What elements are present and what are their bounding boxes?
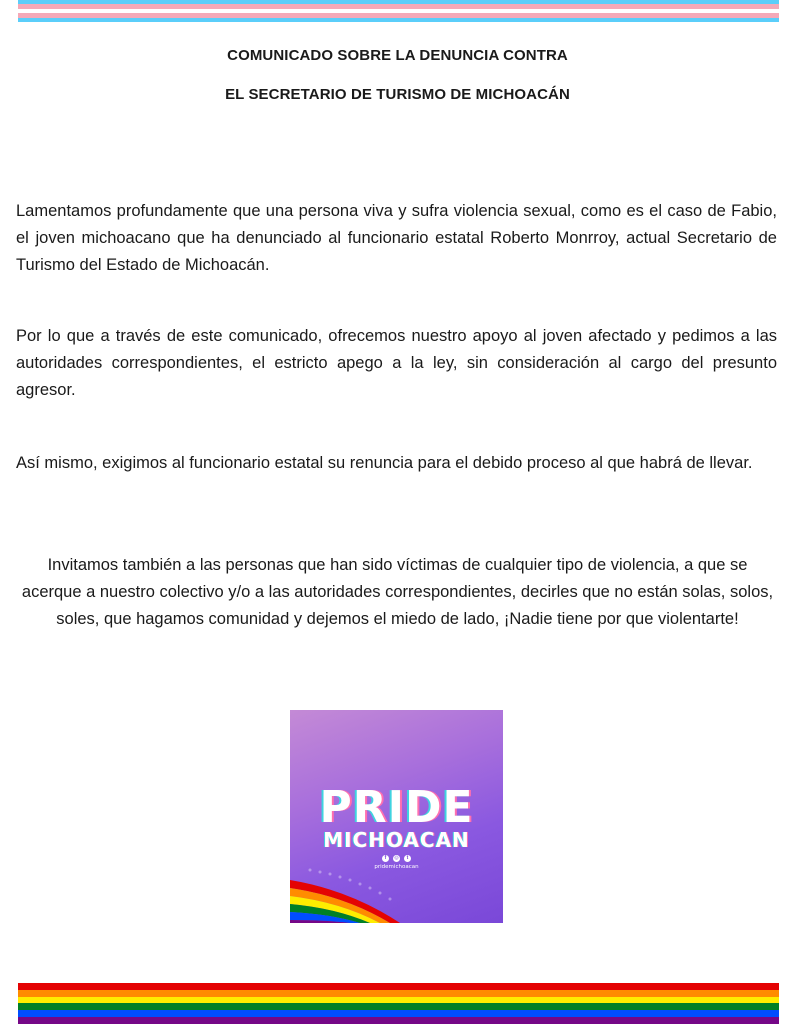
logo-handle: pridemichoacan <box>374 864 419 870</box>
title-line-1: COMUNICADO SOBRE LA DENUNCIA CONTRA <box>227 47 568 64</box>
facebook-icon: f <box>382 855 389 862</box>
pride-michoacan-logo <box>290 710 503 923</box>
paragraph-1: Lamentamos profundamente que una persona viva y sufra violencia sexual, como es el caso de Fabio, el joven michoacano que ha denunciado al funcionario estatal Roberto Monrroy, actual Secretario de Turismo del Estado de Michoacán. <box>16 202 777 274</box>
rainbow-flag-banner-bottom <box>18 983 779 1024</box>
paragraph-4: Invitamos también a las personas que han sido víctimas de cualquier tipo de violencia, a que se acerque a nuestro colectivo y/o a las autoridades correspondientes, decirles que no están solas, solos, soles, que hagamos comunidad y dejemos el miedo de lado, ¡Nadie tiene por que violentarte! <box>21 556 774 628</box>
instagram-icon: ◎ <box>394 855 399 861</box>
paragraph-3: Así mismo, exigimos al funcionario estatal su renuncia para el debido proceso al que habrá de llevar. <box>16 454 753 472</box>
social-icons <box>290 855 503 862</box>
paragraph-2: Por lo que a través de este comunicado, ofrecemos nuestro apoyo al joven afectado y pedimos a las autoridades correspondientes, el estricto apego a la ley, sin consideración al cargo del presunto agresor. <box>16 327 777 399</box>
title-line-2: EL SECRETARIO DE TURISMO DE MICHOACÁN <box>225 86 570 103</box>
logo-text-pride: PRIDE <box>319 782 474 833</box>
trans-flag-banner-top <box>18 0 779 22</box>
logo-text-michoacan: MICHOACAN <box>323 828 470 852</box>
twitter-icon: t <box>404 855 411 862</box>
